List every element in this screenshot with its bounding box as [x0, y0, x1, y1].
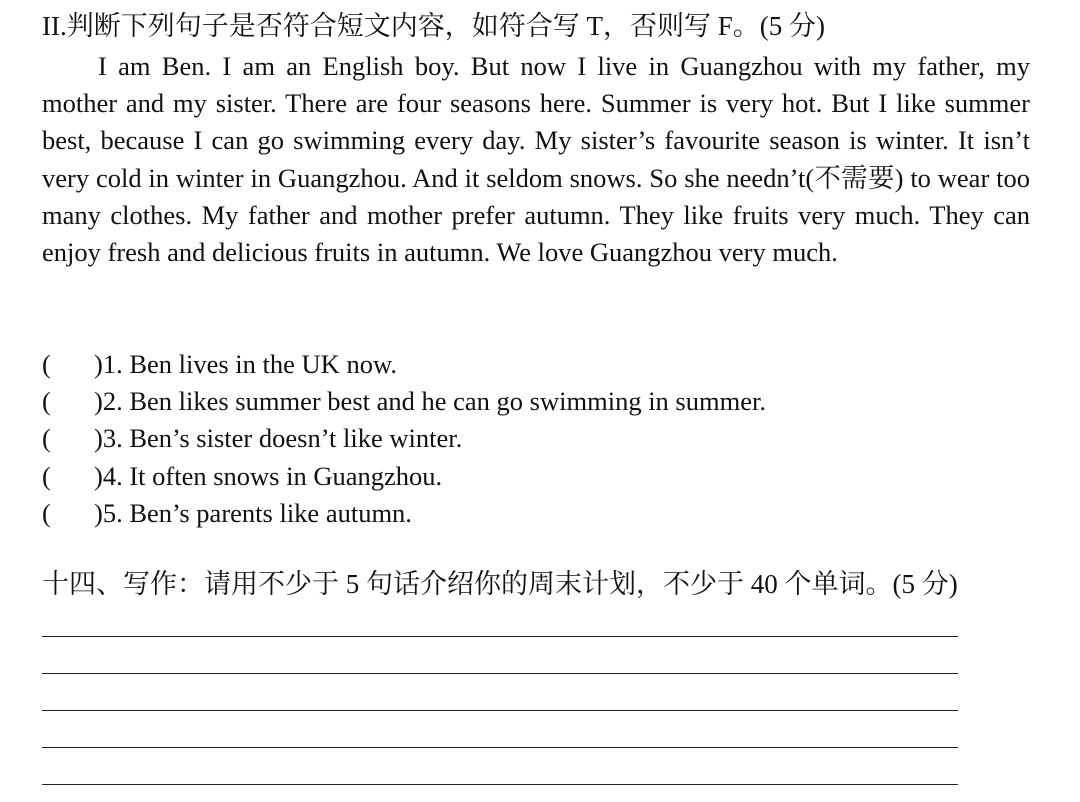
question-2: [42, 383, 1030, 420]
answer-blank-2[interactable]: (: [42, 386, 51, 417]
section-2-heading: II.判断下列句子是否符合短文内容，如符合写 T，否则写 F。(5 分): [42, 11, 825, 41]
answer-blank-3[interactable]: (: [42, 423, 51, 454]
question-5-text: )5. Ben’s parents like autumn.: [94, 497, 412, 528]
reading-passage: I am Ben. I am an English boy. But now I live in Guangzhou with my father, my mother and my sister. There are four seasons here. Summer is very hot. But I like summer best, because I can go swimming every day. My sister’s favourite season is winter. It isn’t very cold in winter in Guangzhou. And it seldom snows. So she needn’t(不需要) to wear too many clothes. My father and mother prefer autumn. They like fruits very much. They can enjoy fresh and delicious fruits in autumn. We love Guangzhou very much.: [42, 51, 1030, 268]
writing-line[interactable]: [42, 711, 958, 748]
writing-line[interactable]: [42, 674, 958, 711]
writing-area: [42, 600, 958, 785]
section-14-heading: 十四、写作：请用不少于 5 句话介绍你的周末计划，不少于 40 个单词。(5 分): [42, 569, 958, 599]
answer-blank-4[interactable]: (: [42, 460, 51, 491]
question-1-text: )1. Ben lives in the UK now.: [94, 349, 397, 379]
question-4: [42, 458, 1030, 495]
question-2-text: )2. Ben likes summer best and he can go swimming in summer.: [94, 386, 766, 417]
writing-line[interactable]: [42, 637, 958, 674]
writing-line[interactable]: [42, 748, 958, 785]
answer-blank-5[interactable]: (: [42, 497, 51, 528]
writing-line[interactable]: [42, 600, 958, 637]
answer-blank-1[interactable]: (: [42, 349, 51, 379]
question-3: [42, 420, 1030, 457]
question-3-text: )3. Ben’s sister doesn’t like winter.: [94, 423, 463, 454]
question-4-text: )4. It often snows in Guangzhou.: [94, 460, 443, 491]
question-1: [42, 346, 1030, 383]
true-false-question-list: [42, 346, 1030, 532]
question-5: [42, 495, 1030, 532]
